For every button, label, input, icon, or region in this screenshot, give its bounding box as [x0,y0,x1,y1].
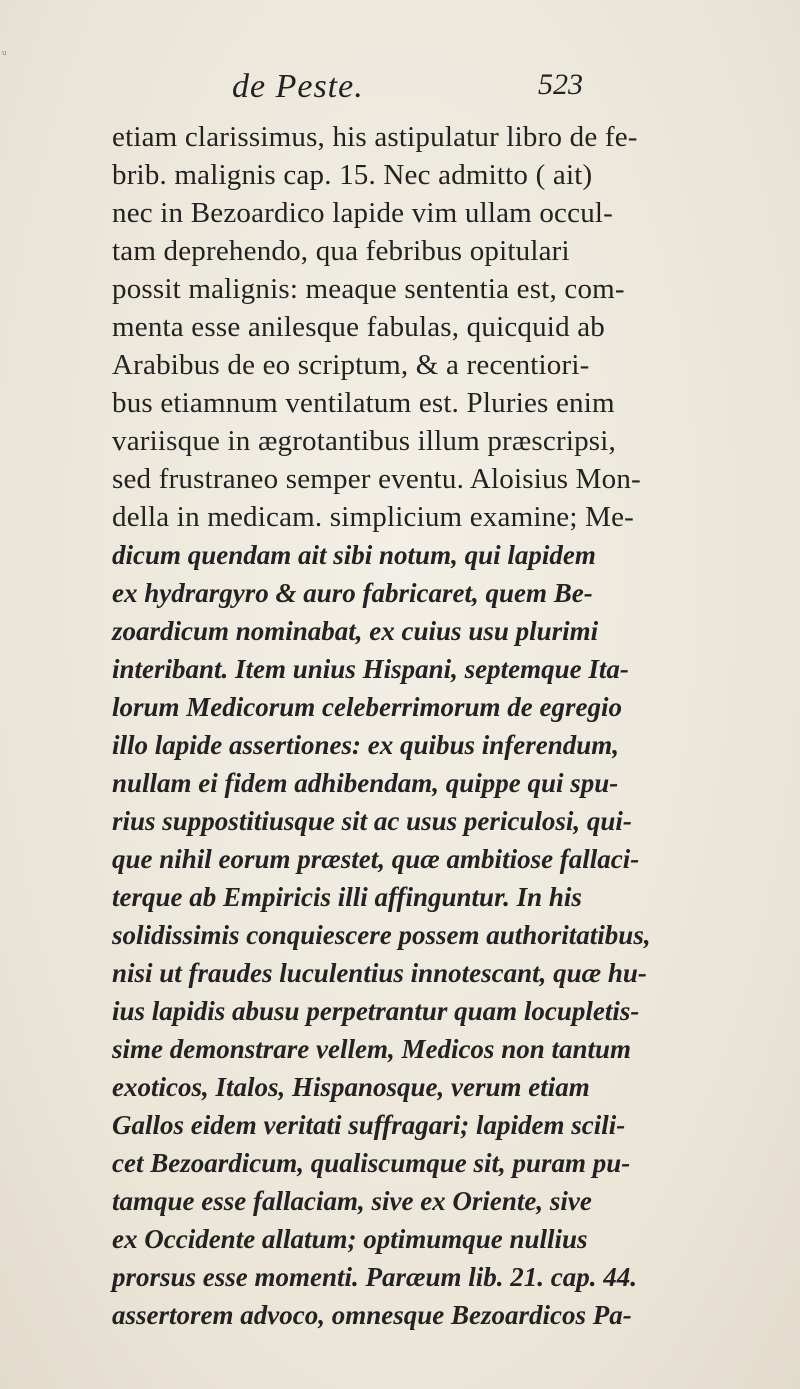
text-line: sed frustraneo semper eventu. Aloisius Mon- [112,463,641,495]
text-line: dicum quendam ait sibi notum, qui lapidem [112,540,596,570]
text-line: zoardicum nominabat, ex cuius usu plurimi [112,616,599,646]
text-line: variisque in ægrotantibus illum præscripsi, [112,425,616,457]
text-line: sime demonstrare vellem, Medicos non tantum [112,1034,632,1064]
text-line: tamque esse fallaciam, sive ex Oriente, sive [112,1186,592,1216]
text-line: illo lapide assertiones: ex quibus inferendum, [112,730,620,760]
running-title: de Peste. [232,68,364,105]
text-line: possit malignis: meaque sententia est, com- [112,273,625,305]
text-line: nullam ei fidem adhibendam, quippe qui spu- [112,768,619,798]
text-line: bus etiamnum ventilatum est. Pluries enim [112,387,615,419]
text-line: exoticos, Italos, Hispanosque, verum etiam [112,1072,590,1102]
text-line: menta esse anilesque fabulas, quicquid ab [112,311,605,343]
body-text [112,118,742,1334]
text-line: Gallos eidem veritati suffragari; lapidem scili- [112,1110,626,1140]
text-line: solidissimis conquiescere possem authoritatibus, [112,920,651,950]
text-line: interibant. Item unius Hispani, septemque Ita- [112,654,629,684]
text-line: ex hydrargyro & auro fabricaret, quem Be- [112,578,593,608]
text-line: rius suppostitiusque sit ac usus periculosi, qui- [112,806,632,836]
text-line: assertorem advoco, omnesque Bezoardicos Pa- [112,1300,632,1330]
page-header [0,68,800,112]
text-line: lorum Medicorum celeberrimorum de egregio [112,692,622,722]
text-line: della in medicam. simplicium examine; Me- [112,501,635,533]
page-number: 523 [538,68,583,101]
text-line: tam deprehendo, qua febribus opitulari [112,235,570,267]
text-line: que nihil eorum præstet, quæ ambitiose fallaci- [112,844,640,874]
text-line: ius lapidis abusu perpetrantur quam locupletis- [112,996,640,1026]
text-line: prorsus esse momenti. Paræum lib. 21. cap. 44. [112,1262,638,1292]
text-line: terque ab Empiricis illi affinguntur. In his [112,882,582,912]
text-line: nec in Bezoardico lapide vim ullam occul- [112,197,614,229]
text-line: etiam clarissimus, his astipulatur libro de fe- [112,121,638,153]
text-line: ex Occidente allatum; optimumque nullius [112,1224,588,1254]
page-mark: ᵘ [2,48,7,63]
text-line: cet Bezoardicum, qualiscumque sit, puram pu- [112,1148,631,1178]
text-line: Arabibus de eo scriptum, & a recentiori- [112,349,590,381]
text-line: nisi ut fraudes luculentius innotescant, quæ hu- [112,958,647,988]
text-line: brib. malignis cap. 15. Nec admitto ( ait) [112,159,593,191]
